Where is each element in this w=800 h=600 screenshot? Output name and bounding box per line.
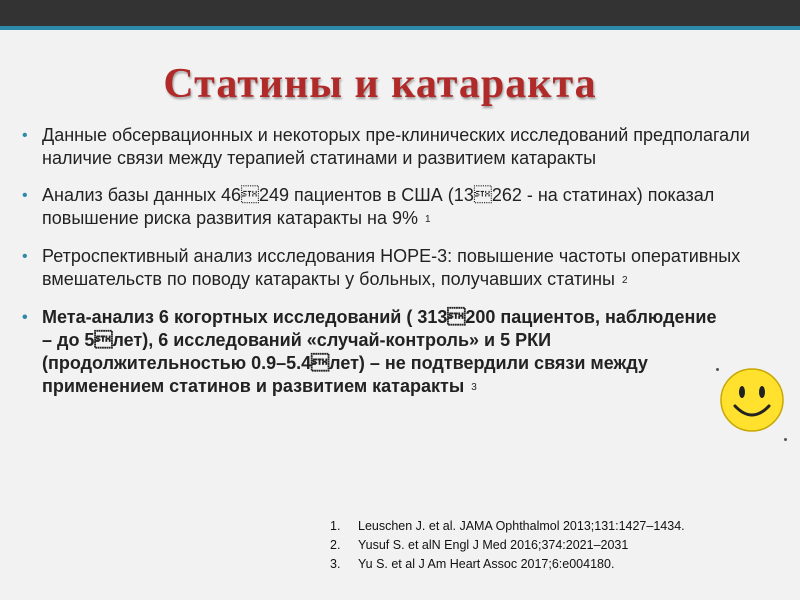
smiley-face-icon — [718, 366, 786, 434]
bullet-icon: • — [22, 187, 28, 204]
bullet-item — [22, 124, 797, 170]
footnote-marker: 1 — [425, 214, 431, 225]
references-list — [330, 517, 790, 574]
bullet-icon: • — [22, 309, 28, 326]
bullet-text: Данные обсервационных и некоторых пре-клинических исследований предполагали наличие связи между терапией статинами и развитием катаракты — [42, 125, 750, 168]
bullet-item — [22, 245, 797, 292]
bullet-list — [22, 124, 797, 413]
bullet-item — [22, 306, 797, 399]
reference-item: 1. Leuschen J. et al. JAMA Ophthalmol 2013;131:1427–1434. — [330, 519, 685, 533]
footnote-marker: 2 — [622, 275, 628, 286]
footnote-marker: 3 — [471, 382, 477, 393]
bullet-text: Мета-анализ 6 когортных исследований ( 313200 пациентов, наблюдение – до 5лет), 6 исследований «случай-контроль» и 5 РКИ (продолжительностью 0.9–5.4лет) – не подтвердили связи между применением статинов и развитием катаракты — [42, 307, 717, 396]
bullet-text: Анализ базы данных 46249 пациентов в США (13262 - на статинах) показал повышение риска развития катаракты на 9% — [42, 185, 715, 228]
top-bar — [0, 0, 800, 26]
reference-item: 3. Yu S. et al J Am Heart Assoc 2017;6:e004180. — [330, 557, 615, 571]
top-accent-stripe — [0, 26, 800, 30]
reference-item: 2. Yusuf S. et alN Engl J Med 2016;374:2021–2031 — [330, 538, 629, 552]
bullet-icon: • — [22, 127, 28, 144]
bullet-item — [22, 184, 797, 231]
slide-title: Статины и катаракта — [163, 61, 597, 107]
decorative-speck — [716, 368, 719, 371]
bullet-icon: • — [22, 248, 28, 265]
bullet-text: Ретроспективный анализ исследования HOPE-3: повышение частоты оперативных вмешательств по поводу катаракты у больных, получавших статины — [42, 246, 741, 289]
decorative-speck — [784, 438, 787, 441]
